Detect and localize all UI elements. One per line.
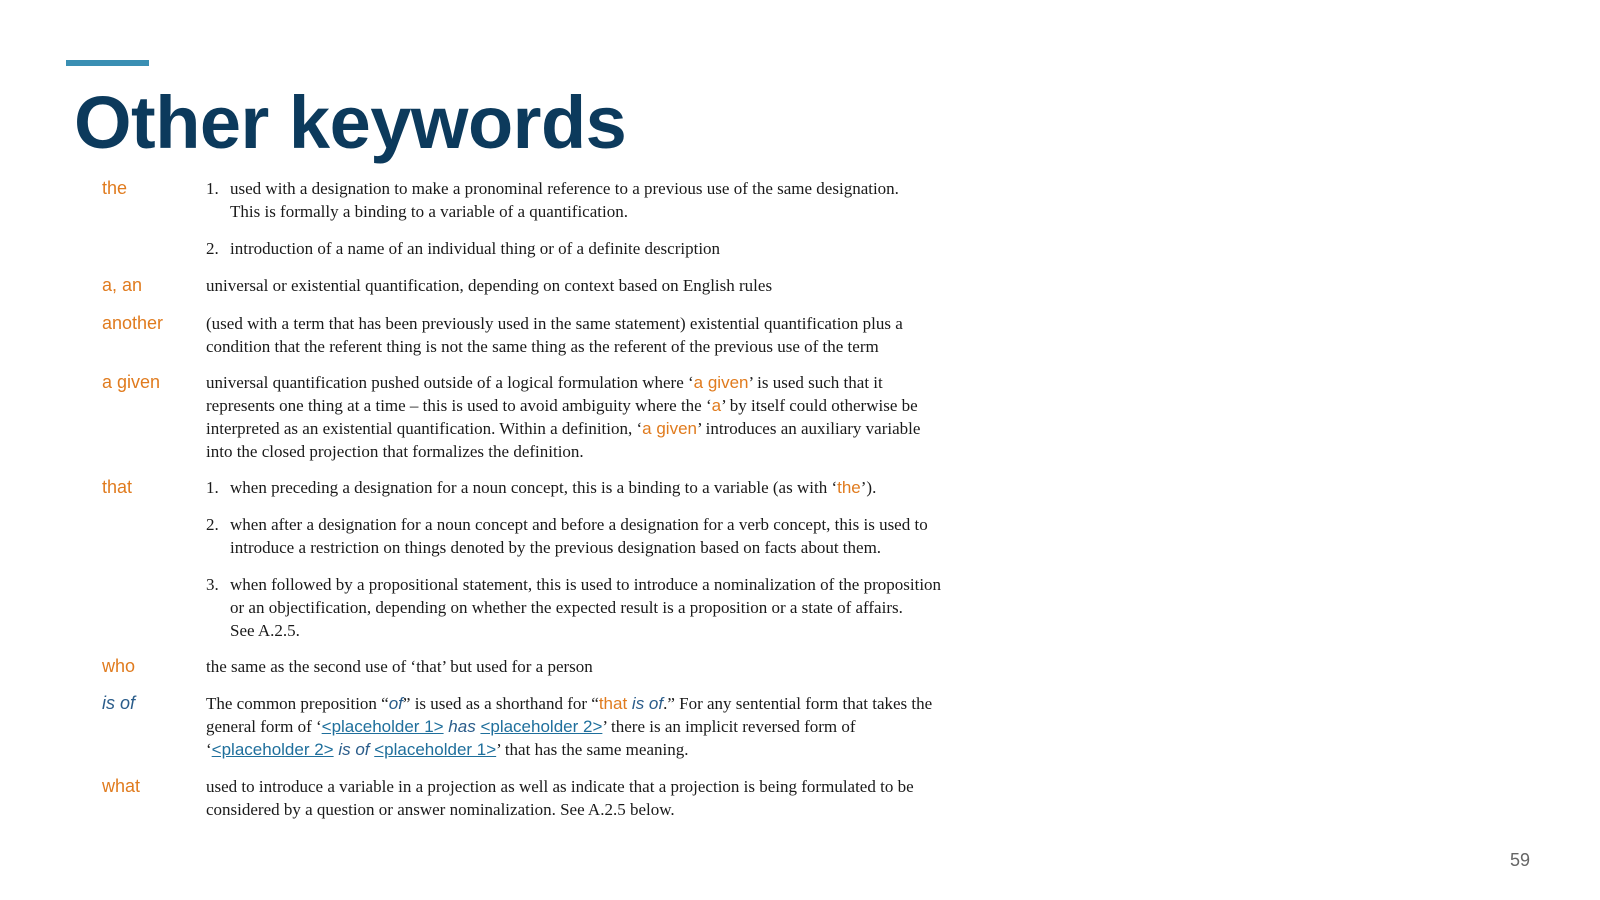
inline-keyword: that [598, 694, 628, 713]
definition-that-3 [206, 573, 1106, 642]
text: universal quantification pushed outside of a logical formulation where ‘ [206, 373, 694, 392]
page-number: 59 [1509, 850, 1530, 870]
item-number: 3. [206, 575, 219, 594]
text: represents one thing at a time – this is used to avoid ambiguity where the ‘ [206, 396, 712, 415]
definition-line [206, 394, 1106, 417]
text: ’ there is an implicit reversed form of [602, 717, 856, 736]
inline-keyword: a [711, 396, 722, 415]
inline-keyword: is of [627, 694, 664, 713]
definition-what [206, 775, 1106, 821]
keyword-the: the [102, 178, 128, 198]
definition-the-2 [206, 237, 1086, 260]
text: when preceding a designation for a noun concept, this is a binding to a variable (as with ‘ [230, 478, 838, 497]
definition-line [206, 715, 1106, 738]
inline-keyword: the [837, 478, 861, 497]
slide-title: Other keywords [74, 81, 627, 164]
text: ’). [860, 478, 877, 497]
definition-line: introduction of a name of an individual thing or of a definite description [230, 239, 721, 258]
inline-keyword: a given [642, 419, 697, 438]
placeholder-2-link[interactable]: <placeholder 2> [480, 717, 603, 736]
definition-line [206, 417, 1106, 440]
placeholder-1-link[interactable]: <placeholder 1> [321, 717, 444, 736]
definition-line: See A.2.5. [230, 621, 300, 640]
text: The common preposition “ [206, 694, 389, 713]
definition-the-1 [206, 177, 1086, 223]
definition-line: when followed by a propositional statement, this is used to introduce a nominalization of the proposition [230, 575, 942, 594]
text: ’ is used such that it [748, 373, 883, 392]
keyword-a-given: a given [102, 372, 161, 392]
definition-line: or an objectification, depending on whether the expected result is a proposition or a state of affairs. [230, 598, 903, 617]
definition-line: condition that the referent thing is not the same thing as the referent of the previous use of the term [206, 337, 879, 356]
definition-another [206, 312, 1106, 358]
inline-keyword: a given [693, 373, 749, 392]
definition-a-given [206, 371, 1106, 463]
definition-who: the same as the second use of ‘that’ but used for a person [206, 657, 593, 676]
definition-line: introduce a restriction on things denoted by the previous designation based on facts about them. [230, 538, 882, 557]
definition-line: into the closed projection that formalizes the definition. [206, 442, 584, 461]
text: ” is used as a shorthand for “ [402, 694, 599, 713]
definition-line: This is formally a binding to a variable of a quantification. [230, 202, 628, 221]
keyword-that: that [102, 477, 133, 497]
item-number: 1. [206, 478, 219, 497]
text: ’ by itself could otherwise be [721, 396, 918, 415]
inline-keyword: is of [333, 740, 375, 759]
keyword-a-an: a, an [102, 275, 143, 295]
text: interpreted as an existential quantification. Within a definition, ‘ [206, 419, 643, 438]
definition-line: (used with a term that has been previously used in the same statement) existential quantification plus a [206, 314, 903, 333]
item-number: 1. [206, 179, 219, 198]
definition-is-of [206, 692, 1106, 761]
definition-that-1 [206, 476, 1106, 499]
text: general form of ‘ [206, 717, 322, 736]
definition-line [206, 692, 1106, 715]
inline-keyword: of [388, 694, 403, 713]
text: ’ introduces an auxiliary variable [696, 419, 921, 438]
keyword-another: another [102, 313, 164, 333]
text: ’ that has the same meaning. [496, 740, 689, 759]
definition-line [206, 738, 1106, 761]
item-number: 2. [206, 239, 219, 258]
definition-line [230, 476, 1106, 499]
text: .” For any sentential form that takes the [663, 694, 933, 713]
keyword-is-of: is of [102, 693, 136, 713]
keyword-who: who [102, 656, 136, 676]
keyword-what: what [102, 776, 141, 796]
definition-line [206, 371, 1106, 394]
placeholder-2-link[interactable]: <placeholder 2> [211, 740, 334, 759]
placeholder-1-link[interactable]: <placeholder 1> [374, 740, 497, 759]
definition-line: when after a designation for a noun concept and before a designation for a verb concept, this is used to [230, 515, 928, 534]
definition-line: used with a designation to make a pronominal reference to a previous use of the same designation. [230, 179, 899, 198]
inline-keyword: has [443, 717, 481, 736]
item-number: 2. [206, 515, 219, 534]
text: ‘ [206, 740, 212, 759]
definition-line: used to introduce a variable in a projection as well as indicate that a projection is being formulated to be [206, 777, 914, 796]
definition-a-an: universal or existential quantification, depending on context based on English rules [206, 276, 773, 295]
definition-that-2 [206, 513, 1106, 559]
definition-line: considered by a question or answer nominalization. See A.2.5 below. [206, 800, 675, 819]
title-accent-bar [66, 60, 149, 66]
